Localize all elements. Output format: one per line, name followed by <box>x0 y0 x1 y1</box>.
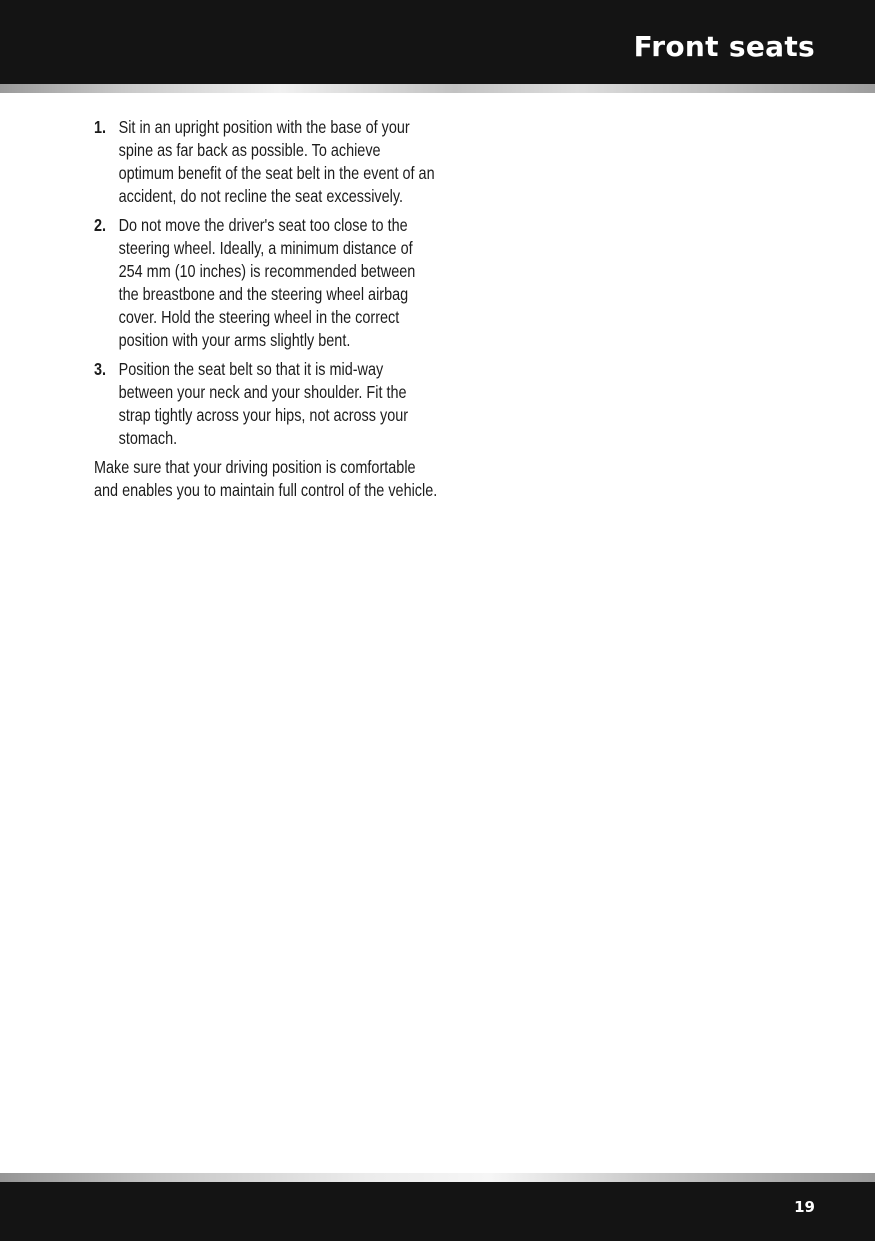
step-text: Position the seat belt so that it is mid-way between your neck and your shoulder. Fit the strap tightly across your hips, not across your stomach. <box>118 359 409 448</box>
step-text: Sit in an upright position with the base of your spine as far back as possible. To achieve optimum benefit of the seat belt in the event of an accident, do not recline the seat excessively. <box>118 117 435 206</box>
list-item <box>94 358 439 450</box>
footer-bar <box>0 1182 875 1241</box>
text-column <box>94 116 439 502</box>
list-item <box>94 116 439 208</box>
step-number: 1. <box>94 117 107 137</box>
step-number: 3. <box>94 359 107 379</box>
footer-divider <box>0 1173 875 1182</box>
step-text: Do not move the driver's seat too close to the steering wheel. Ideally, a minimum distance of 254 mm (10 inches) is recommended between the breastbone and the steering wheel airbag cover. Hold the steering wheel in the correct position with your arms slightly bent. <box>118 215 416 350</box>
driving-position-note: Make sure that your driving position is comfortable and enables you to maintain full control of the vehicle. <box>94 457 438 500</box>
page-number: 19 <box>794 1198 815 1216</box>
main-content <box>94 116 439 502</box>
list-item <box>94 214 439 352</box>
seating-steps-list <box>94 116 439 450</box>
step-number: 2. <box>94 215 107 235</box>
page-title: Front seats <box>633 30 815 63</box>
header-divider <box>0 84 875 93</box>
